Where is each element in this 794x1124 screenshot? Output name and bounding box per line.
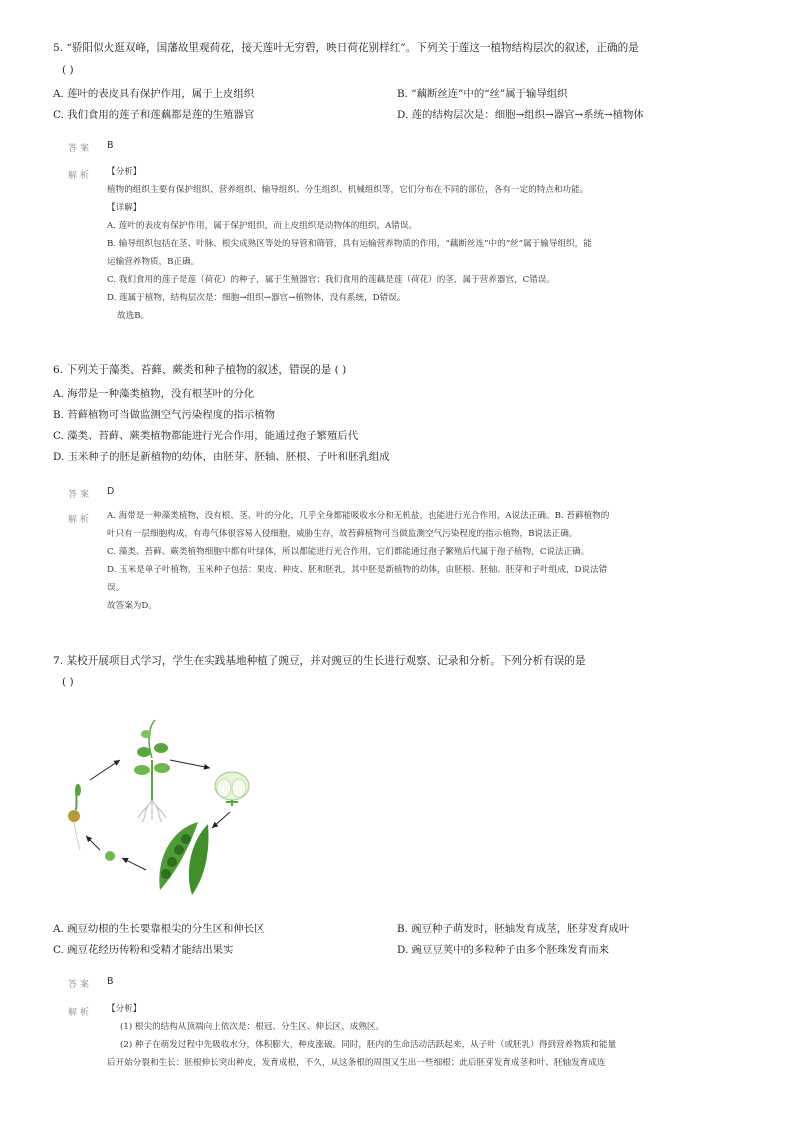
- q6-answer-tag: 答案: [68, 490, 93, 500]
- q7-option-d: D. 豌豆豆荚中的多粒种子由多个胚珠发育而来: [397, 944, 609, 956]
- q7-answer-tag: 答案: [68, 980, 93, 990]
- question-5-blank: ( ): [62, 64, 74, 76]
- q5-option-d: D. 莲的结构层次是：细胞→组织→器官→系统→植物体: [397, 109, 644, 121]
- analysis-line: C. 藻类、苔藓、蕨类植物细胞中都有叶绿体，所以都能进行光合作用，它们都能通过孢子繁殖后代属于孢子植物，C说法正确。: [107, 547, 590, 557]
- q5-answer-tag: 答案: [68, 144, 93, 154]
- analysis-line: D. 莲属于植物，结构层次是：细胞→组织→器官→植物体，没有系统，D错误。: [107, 293, 406, 303]
- q6-analysis-tag: 解析: [68, 515, 93, 525]
- q7-option-c: C. 豌豆花经历传粉和受精才能结出果实: [53, 944, 234, 956]
- q5-analysis-tag: 解析: [68, 171, 93, 181]
- question-6-stem: 6. 下列关于藻类、苔藓、蕨类和种子植物的叙述，错误的是 ( ): [53, 364, 347, 376]
- analysis-line: 【分析】: [107, 167, 142, 177]
- seedling-with-roots-icon: [134, 720, 170, 822]
- pea-life-cycle-figure: [60, 700, 280, 900]
- analysis-line: A. 莲叶的表皮有保护作用，属于保护组织，而上皮组织是动物体的组织，A错误。: [107, 221, 418, 231]
- q6-option-d: D. 玉米种子的胚是新植物的幼体，由胚芽、胚轴、胚根、子叶和胚乳组成: [53, 451, 390, 463]
- analysis-line: (1) 根尖的结构从顶端向上依次是：根冠、分生区、伸长区、成熟区。: [120, 1022, 385, 1032]
- cycle-arrow: [90, 760, 120, 780]
- q6-option-c: C. 藻类、苔藓、蕨类植物都能进行光合作用，能通过孢子繁殖后代: [53, 430, 359, 442]
- q5-option-b: B. “藕断丝连”中的“丝”属于输导组织: [397, 88, 568, 100]
- question-7-blank: ( ): [62, 676, 74, 688]
- analysis-line: A. 海带是一种藻类植物，没有根、茎、叶的分化，几乎全身都能吸收水分和无机盐，也能进行光合作用，A说法正确。B. 苔藓植物的: [107, 511, 610, 521]
- analysis-line: 误。: [107, 583, 125, 593]
- q5-option-c: C. 我们食用的莲子和莲藕都是莲的生殖器官: [53, 109, 255, 121]
- q6-option-b: B. 苔藓植物可当做监测空气污染程度的指示植物: [53, 409, 276, 421]
- q7-analysis-tag: 解析: [68, 1008, 93, 1018]
- analysis-line: C. 我们食用的莲子是莲（荷花）的种子，属于生殖器官；我们食用的莲藕是莲（荷花）的茎，属于营养器官，C错误。: [107, 275, 555, 285]
- analysis-line: 后开始分裂和生长：胚根伸长突出种皮，发育成根，不久，从这条根的周围又生出一些细根；此后胚芽发育成茎和叶、胚轴发育成连: [107, 1058, 606, 1068]
- question-5-stem: 5. “骄阳似火逛双峰，国藩故里观荷花，接天莲叶无穷碧，映日荷花别样红”。下列关于莲这一植物结构层次的叙述，正确的是: [53, 42, 639, 54]
- germinating-seed-icon: [68, 784, 81, 850]
- q7-answer-value: B: [107, 976, 114, 987]
- pea-pods-icon: [159, 822, 208, 895]
- pea-flower-icon: [215, 772, 249, 806]
- analysis-line: D. 玉米是单子叶植物，玉米种子包括：果皮、种皮、胚和胚乳，其中胚是新植物的幼体，由胚根、胚轴、胚芽和子叶组成，D说法错: [107, 565, 608, 575]
- q7-option-a: A. 豌豆幼根的生长要靠根尖的分生区和伸长区: [53, 923, 265, 935]
- q5-option-a: A. 莲叶的表皮具有保护作用，属于上皮组织: [53, 88, 255, 100]
- q5-answer-value: B: [107, 140, 114, 151]
- cycle-arrow: [170, 760, 210, 768]
- q6-option-a: A. 海带是一种藻类植物，没有根茎叶的分化: [53, 388, 255, 400]
- analysis-line: 植物的组织主要有保护组织、营养组织、输导组织、分生组织、机械组织等，它们分布在不同的部位，各有一定的特点和功能。: [107, 185, 589, 195]
- analysis-line: 运输营养物质，B正确。: [107, 257, 200, 267]
- question-7-stem: 7. 某校开展项目式学习，学生在实践基地种植了豌豆，并对豌豆的生长进行观察、记录和分析。下列分析有误的是: [53, 655, 586, 667]
- analysis-line: 叶只有一层细胞构成，有毒气体很容易入侵细胞，威胁生存，故苔藓植物可当做监测空气污染程度的指示植物，B说法正确。: [107, 529, 578, 539]
- analysis-line: 故选B。: [117, 311, 150, 321]
- cycle-arrow: [86, 836, 100, 850]
- cycle-arrow: [212, 812, 230, 828]
- analysis-line: 【详解】: [107, 203, 142, 213]
- pea-seed-icon: [105, 851, 115, 861]
- q7-option-b: B. 豌豆种子萌发时，胚轴发育成茎，胚芽发育成叶: [397, 923, 630, 935]
- cycle-arrow: [122, 858, 146, 870]
- analysis-line: (2) 种子在萌发过程中先吸收水分，体积膨大，种皮涨破。同时，胚内的生命活动活跃起来，从子叶（或胚乳）得到营养物质和能量: [120, 1040, 617, 1050]
- analysis-line: B. 输导组织包括在茎、叶脉、根尖成熟区等处的导管和筛管，具有运输营养物质的作用，“藕断丝连”中的“丝”属于输导组织，能: [107, 239, 592, 249]
- analysis-line: 【分析】: [107, 1004, 142, 1014]
- q6-answer-value: D: [107, 486, 115, 497]
- analysis-line: 故答案为D。: [107, 601, 157, 611]
